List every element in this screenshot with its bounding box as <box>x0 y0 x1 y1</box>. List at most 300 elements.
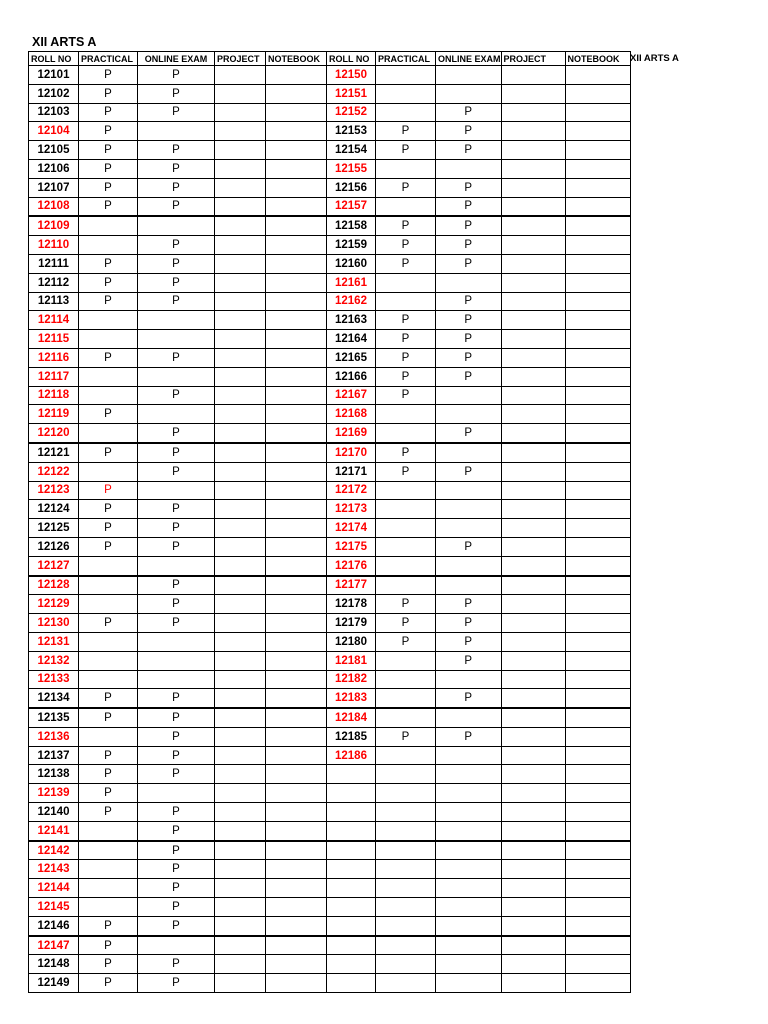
practical-cell[interactable] <box>376 273 436 292</box>
notebook-cell[interactable] <box>565 481 630 500</box>
online-exam-cell[interactable] <box>138 122 215 141</box>
project-cell[interactable] <box>501 367 565 386</box>
practical-cell[interactable] <box>79 670 138 689</box>
online-exam-cell[interactable] <box>436 916 502 935</box>
practical-cell[interactable] <box>79 898 138 917</box>
roll-no-cell[interactable]: 12166 <box>327 367 376 386</box>
practical-cell[interactable] <box>376 974 436 993</box>
roll-no-cell[interactable]: 12143 <box>29 860 79 879</box>
online-exam-cell[interactable] <box>436 841 502 860</box>
project-cell[interactable] <box>215 936 266 955</box>
roll-no-cell[interactable]: 12135 <box>29 708 79 727</box>
project-cell[interactable] <box>215 292 266 311</box>
practical-cell[interactable]: P <box>79 254 138 273</box>
project-cell[interactable] <box>215 821 266 840</box>
online-exam-cell[interactable]: P <box>138 821 215 840</box>
notebook-cell[interactable] <box>266 367 327 386</box>
roll-no-cell[interactable]: 12178 <box>327 595 376 614</box>
project-cell[interactable] <box>215 330 266 349</box>
practical-cell[interactable] <box>376 936 436 955</box>
notebook-cell[interactable] <box>266 708 327 727</box>
online-exam-cell[interactable]: P <box>138 974 215 993</box>
project-cell[interactable] <box>215 122 266 141</box>
practical-cell[interactable]: P <box>376 330 436 349</box>
notebook-cell[interactable] <box>565 254 630 273</box>
notebook-cell[interactable] <box>266 66 327 85</box>
practical-cell[interactable] <box>79 595 138 614</box>
roll-no-cell[interactable]: 12134 <box>29 689 79 708</box>
online-exam-cell[interactable]: P <box>436 632 502 651</box>
online-exam-cell[interactable]: P <box>138 519 215 538</box>
online-exam-cell[interactable] <box>138 367 215 386</box>
online-exam-cell[interactable] <box>436 879 502 898</box>
project-cell[interactable] <box>215 576 266 595</box>
project-cell[interactable] <box>501 141 565 160</box>
notebook-cell[interactable] <box>266 178 327 197</box>
roll-no-cell[interactable]: 12122 <box>29 462 79 481</box>
online-exam-cell[interactable] <box>436 860 502 879</box>
practical-cell[interactable] <box>376 955 436 974</box>
practical-cell[interactable] <box>376 651 436 670</box>
notebook-cell[interactable] <box>266 765 327 784</box>
project-cell[interactable] <box>215 159 266 178</box>
project-cell[interactable] <box>501 348 565 367</box>
online-exam-cell[interactable] <box>436 803 502 822</box>
notebook-cell[interactable] <box>565 821 630 840</box>
project-cell[interactable] <box>501 443 565 462</box>
roll-no-cell[interactable]: 12169 <box>327 424 376 443</box>
practical-cell[interactable] <box>376 765 436 784</box>
project-cell[interactable] <box>215 651 266 670</box>
project-cell[interactable] <box>215 216 266 235</box>
notebook-cell[interactable] <box>266 803 327 822</box>
notebook-cell[interactable] <box>565 66 630 85</box>
notebook-cell[interactable] <box>565 178 630 197</box>
notebook-cell[interactable] <box>266 462 327 481</box>
notebook-cell[interactable] <box>266 348 327 367</box>
online-exam-cell[interactable]: P <box>138 462 215 481</box>
online-exam-cell[interactable]: P <box>436 689 502 708</box>
notebook-cell[interactable] <box>266 651 327 670</box>
notebook-cell[interactable] <box>266 122 327 141</box>
notebook-cell[interactable] <box>266 273 327 292</box>
roll-no-cell[interactable]: 12154 <box>327 141 376 160</box>
roll-no-cell[interactable]: 12176 <box>327 556 376 575</box>
notebook-cell[interactable] <box>565 197 630 216</box>
practical-cell[interactable] <box>79 216 138 235</box>
online-exam-cell[interactable]: P <box>436 537 502 556</box>
project-cell[interactable] <box>501 519 565 538</box>
online-exam-cell[interactable]: P <box>436 141 502 160</box>
practical-cell[interactable]: P <box>79 405 138 424</box>
practical-cell[interactable]: P <box>79 784 138 803</box>
practical-cell[interactable]: P <box>376 727 436 746</box>
roll-no-cell[interactable]: 12110 <box>29 236 79 255</box>
notebook-cell[interactable] <box>565 916 630 935</box>
roll-no-cell[interactable] <box>327 784 376 803</box>
project-cell[interactable] <box>215 254 266 273</box>
online-exam-cell[interactable] <box>138 936 215 955</box>
project-cell[interactable] <box>501 821 565 840</box>
notebook-cell[interactable] <box>266 292 327 311</box>
practical-cell[interactable] <box>79 632 138 651</box>
project-cell[interactable] <box>501 311 565 330</box>
roll-no-cell[interactable]: 12144 <box>29 879 79 898</box>
notebook-cell[interactable] <box>266 595 327 614</box>
online-exam-cell[interactable] <box>138 405 215 424</box>
practical-cell[interactable]: P <box>376 216 436 235</box>
practical-cell[interactable]: P <box>79 197 138 216</box>
practical-cell[interactable]: P <box>79 689 138 708</box>
col-header[interactable]: ROLL NO <box>327 52 376 66</box>
project-cell[interactable] <box>215 141 266 160</box>
notebook-cell[interactable] <box>266 84 327 103</box>
notebook-cell[interactable] <box>266 841 327 860</box>
practical-cell[interactable]: P <box>79 348 138 367</box>
project-cell[interactable] <box>501 955 565 974</box>
notebook-cell[interactable] <box>266 537 327 556</box>
practical-cell[interactable] <box>376 860 436 879</box>
online-exam-cell[interactable]: P <box>138 614 215 633</box>
project-cell[interactable] <box>501 879 565 898</box>
online-exam-cell[interactable]: P <box>138 141 215 160</box>
roll-no-cell[interactable]: 12146 <box>29 916 79 935</box>
practical-cell[interactable] <box>79 330 138 349</box>
col-header[interactable]: ROLL NO <box>29 52 79 66</box>
online-exam-cell[interactable]: P <box>138 159 215 178</box>
practical-cell[interactable] <box>376 879 436 898</box>
roll-no-cell[interactable] <box>327 916 376 935</box>
practical-cell[interactable] <box>376 537 436 556</box>
practical-cell[interactable] <box>376 916 436 935</box>
project-cell[interactable] <box>215 236 266 255</box>
notebook-cell[interactable] <box>266 141 327 160</box>
roll-no-cell[interactable]: 12165 <box>327 348 376 367</box>
project-cell[interactable] <box>215 462 266 481</box>
project-cell[interactable] <box>501 159 565 178</box>
online-exam-cell[interactable]: P <box>138 841 215 860</box>
practical-cell[interactable]: P <box>376 443 436 462</box>
online-exam-cell[interactable]: P <box>138 178 215 197</box>
online-exam-cell[interactable] <box>138 330 215 349</box>
notebook-cell[interactable] <box>266 898 327 917</box>
roll-no-cell[interactable]: 12112 <box>29 273 79 292</box>
project-cell[interactable] <box>501 689 565 708</box>
online-exam-cell[interactable] <box>436 670 502 689</box>
practical-cell[interactable] <box>376 689 436 708</box>
notebook-cell[interactable] <box>266 197 327 216</box>
notebook-cell[interactable] <box>266 330 327 349</box>
practical-cell[interactable]: P <box>79 141 138 160</box>
online-exam-cell[interactable]: P <box>436 462 502 481</box>
practical-cell[interactable]: P <box>79 159 138 178</box>
online-exam-cell[interactable]: P <box>138 292 215 311</box>
roll-no-cell[interactable]: 12181 <box>327 651 376 670</box>
notebook-cell[interactable] <box>266 879 327 898</box>
practical-cell[interactable] <box>79 424 138 443</box>
practical-cell[interactable]: P <box>79 481 138 500</box>
notebook-cell[interactable] <box>266 216 327 235</box>
project-cell[interactable] <box>215 595 266 614</box>
practical-cell[interactable] <box>79 727 138 746</box>
roll-no-cell[interactable]: 12163 <box>327 311 376 330</box>
online-exam-cell[interactable] <box>138 556 215 575</box>
online-exam-cell[interactable]: P <box>138 746 215 765</box>
project-cell[interactable] <box>501 784 565 803</box>
notebook-cell[interactable] <box>565 784 630 803</box>
notebook-cell[interactable] <box>565 159 630 178</box>
notebook-cell[interactable] <box>565 614 630 633</box>
online-exam-cell[interactable] <box>436 443 502 462</box>
roll-no-cell[interactable]: 12117 <box>29 367 79 386</box>
project-cell[interactable] <box>215 556 266 575</box>
roll-no-cell[interactable] <box>327 879 376 898</box>
roll-no-cell[interactable]: 12156 <box>327 178 376 197</box>
practical-cell[interactable]: P <box>79 765 138 784</box>
online-exam-cell[interactable] <box>436 519 502 538</box>
online-exam-cell[interactable] <box>436 481 502 500</box>
notebook-cell[interactable] <box>266 311 327 330</box>
project-cell[interactable] <box>215 197 266 216</box>
online-exam-cell[interactable]: P <box>138 84 215 103</box>
notebook-cell[interactable] <box>266 614 327 633</box>
project-cell[interactable] <box>501 405 565 424</box>
online-exam-cell[interactable]: P <box>436 178 502 197</box>
project-cell[interactable] <box>501 424 565 443</box>
project-cell[interactable] <box>215 879 266 898</box>
roll-no-cell[interactable]: 12177 <box>327 576 376 595</box>
practical-cell[interactable]: P <box>79 537 138 556</box>
project-cell[interactable] <box>215 84 266 103</box>
project-cell[interactable] <box>501 216 565 235</box>
practical-cell[interactable] <box>376 159 436 178</box>
online-exam-cell[interactable]: P <box>436 292 502 311</box>
notebook-cell[interactable] <box>565 122 630 141</box>
roll-no-cell[interactable]: 12116 <box>29 348 79 367</box>
col-header[interactable]: NOTEBOOK <box>565 52 630 66</box>
roll-no-cell[interactable]: 12128 <box>29 576 79 595</box>
online-exam-cell[interactable]: P <box>138 898 215 917</box>
online-exam-cell[interactable]: P <box>138 708 215 727</box>
notebook-cell[interactable] <box>565 424 630 443</box>
roll-no-cell[interactable]: 12124 <box>29 500 79 519</box>
practical-cell[interactable] <box>79 576 138 595</box>
practical-cell[interactable]: P <box>376 311 436 330</box>
project-cell[interactable] <box>215 841 266 860</box>
practical-cell[interactable] <box>79 879 138 898</box>
roll-no-cell[interactable]: 12161 <box>327 273 376 292</box>
practical-cell[interactable]: P <box>376 614 436 633</box>
practical-cell[interactable] <box>376 784 436 803</box>
roll-no-cell[interactable]: 12102 <box>29 84 79 103</box>
online-exam-cell[interactable]: P <box>436 216 502 235</box>
notebook-cell[interactable] <box>565 556 630 575</box>
project-cell[interactable] <box>215 405 266 424</box>
online-exam-cell[interactable]: P <box>436 254 502 273</box>
roll-no-cell[interactable]: 12127 <box>29 556 79 575</box>
online-exam-cell[interactable]: P <box>138 254 215 273</box>
practical-cell[interactable] <box>376 197 436 216</box>
practical-cell[interactable]: P <box>376 254 436 273</box>
project-cell[interactable] <box>501 197 565 216</box>
online-exam-cell[interactable]: P <box>138 236 215 255</box>
practical-cell[interactable]: P <box>79 803 138 822</box>
online-exam-cell[interactable] <box>436 500 502 519</box>
roll-no-cell[interactable]: 12107 <box>29 178 79 197</box>
roll-no-cell[interactable]: 12136 <box>29 727 79 746</box>
roll-no-cell[interactable]: 12164 <box>327 330 376 349</box>
practical-cell[interactable]: P <box>376 122 436 141</box>
notebook-cell[interactable] <box>565 273 630 292</box>
roll-no-cell[interactable] <box>327 841 376 860</box>
online-exam-cell[interactable] <box>436 821 502 840</box>
practical-cell[interactable] <box>376 66 436 85</box>
practical-cell[interactable] <box>79 386 138 405</box>
notebook-cell[interactable] <box>266 519 327 538</box>
practical-cell[interactable]: P <box>376 236 436 255</box>
project-cell[interactable] <box>215 103 266 122</box>
practical-cell[interactable]: P <box>79 122 138 141</box>
notebook-cell[interactable] <box>565 519 630 538</box>
notebook-cell[interactable] <box>565 746 630 765</box>
roll-no-cell[interactable]: 12104 <box>29 122 79 141</box>
project-cell[interactable] <box>215 519 266 538</box>
roll-no-cell[interactable]: 12149 <box>29 974 79 993</box>
project-cell[interactable] <box>501 462 565 481</box>
roll-no-cell[interactable]: 12159 <box>327 236 376 255</box>
online-exam-cell[interactable] <box>436 386 502 405</box>
notebook-cell[interactable] <box>266 821 327 840</box>
notebook-cell[interactable] <box>565 708 630 727</box>
notebook-cell[interactable] <box>266 727 327 746</box>
roll-no-cell[interactable]: 12103 <box>29 103 79 122</box>
practical-cell[interactable] <box>376 424 436 443</box>
practical-cell[interactable]: P <box>79 708 138 727</box>
roll-no-cell[interactable] <box>327 898 376 917</box>
online-exam-cell[interactable] <box>436 405 502 424</box>
practical-cell[interactable] <box>376 519 436 538</box>
roll-no-cell[interactable]: 12185 <box>327 727 376 746</box>
notebook-cell[interactable] <box>565 311 630 330</box>
col-header[interactable]: PRACTICAL <box>79 52 138 66</box>
notebook-cell[interactable] <box>565 936 630 955</box>
notebook-cell[interactable] <box>565 595 630 614</box>
notebook-cell[interactable] <box>565 103 630 122</box>
project-cell[interactable] <box>501 651 565 670</box>
notebook-cell[interactable] <box>266 159 327 178</box>
online-exam-cell[interactable]: P <box>138 537 215 556</box>
project-cell[interactable] <box>501 178 565 197</box>
notebook-cell[interactable] <box>266 860 327 879</box>
roll-no-cell[interactable]: 12162 <box>327 292 376 311</box>
col-header[interactable]: PRACTICAL <box>376 52 436 66</box>
practical-cell[interactable]: P <box>79 936 138 955</box>
project-cell[interactable] <box>501 122 565 141</box>
online-exam-cell[interactable]: P <box>436 424 502 443</box>
practical-cell[interactable]: P <box>376 632 436 651</box>
roll-no-cell[interactable]: 12186 <box>327 746 376 765</box>
practical-cell[interactable] <box>376 84 436 103</box>
online-exam-cell[interactable] <box>436 784 502 803</box>
practical-cell[interactable]: P <box>79 66 138 85</box>
roll-no-cell[interactable]: 12179 <box>327 614 376 633</box>
project-cell[interactable] <box>215 348 266 367</box>
project-cell[interactable] <box>215 66 266 85</box>
online-exam-cell[interactable] <box>138 784 215 803</box>
notebook-cell[interactable] <box>565 84 630 103</box>
project-cell[interactable] <box>215 311 266 330</box>
roll-no-cell[interactable]: 12125 <box>29 519 79 538</box>
online-exam-cell[interactable]: P <box>436 727 502 746</box>
notebook-cell[interactable] <box>565 803 630 822</box>
roll-no-cell[interactable]: 12111 <box>29 254 79 273</box>
online-exam-cell[interactable]: P <box>436 122 502 141</box>
online-exam-cell[interactable]: P <box>436 614 502 633</box>
roll-no-cell[interactable]: 12180 <box>327 632 376 651</box>
project-cell[interactable] <box>215 424 266 443</box>
project-cell[interactable] <box>501 974 565 993</box>
notebook-cell[interactable] <box>565 348 630 367</box>
online-exam-cell[interactable]: P <box>436 651 502 670</box>
practical-cell[interactable]: P <box>376 348 436 367</box>
notebook-cell[interactable] <box>565 689 630 708</box>
notebook-cell[interactable] <box>565 860 630 879</box>
project-cell[interactable] <box>501 254 565 273</box>
roll-no-cell[interactable]: 12121 <box>29 443 79 462</box>
roll-no-cell[interactable]: 12184 <box>327 708 376 727</box>
practical-cell[interactable]: P <box>79 916 138 935</box>
roll-no-cell[interactable]: 12167 <box>327 386 376 405</box>
practical-cell[interactable] <box>376 292 436 311</box>
project-cell[interactable] <box>501 330 565 349</box>
online-exam-cell[interactable]: P <box>138 103 215 122</box>
roll-no-cell[interactable]: 12113 <box>29 292 79 311</box>
online-exam-cell[interactable]: P <box>138 803 215 822</box>
project-cell[interactable] <box>501 292 565 311</box>
roll-no-cell[interactable] <box>327 955 376 974</box>
roll-no-cell[interactable]: 12118 <box>29 386 79 405</box>
notebook-cell[interactable] <box>266 936 327 955</box>
project-cell[interactable] <box>501 576 565 595</box>
notebook-cell[interactable] <box>565 462 630 481</box>
project-cell[interactable] <box>501 860 565 879</box>
notebook-cell[interactable] <box>565 141 630 160</box>
online-exam-cell[interactable] <box>436 159 502 178</box>
roll-no-cell[interactable]: 12150 <box>327 66 376 85</box>
roll-no-cell[interactable]: 12155 <box>327 159 376 178</box>
project-cell[interactable] <box>501 936 565 955</box>
online-exam-cell[interactable]: P <box>138 879 215 898</box>
online-exam-cell[interactable]: P <box>138 386 215 405</box>
project-cell[interactable] <box>215 632 266 651</box>
online-exam-cell[interactable]: P <box>436 348 502 367</box>
notebook-cell[interactable] <box>565 537 630 556</box>
notebook-cell[interactable] <box>266 556 327 575</box>
notebook-cell[interactable] <box>266 746 327 765</box>
notebook-cell[interactable] <box>266 576 327 595</box>
project-cell[interactable] <box>215 955 266 974</box>
online-exam-cell[interactable] <box>436 974 502 993</box>
roll-no-cell[interactable]: 12115 <box>29 330 79 349</box>
roll-no-cell[interactable]: 12137 <box>29 746 79 765</box>
project-cell[interactable] <box>215 443 266 462</box>
online-exam-cell[interactable]: P <box>436 367 502 386</box>
practical-cell[interactable] <box>79 860 138 879</box>
notebook-cell[interactable] <box>266 103 327 122</box>
notebook-cell[interactable] <box>266 632 327 651</box>
roll-no-cell[interactable]: 12171 <box>327 462 376 481</box>
online-exam-cell[interactable] <box>436 955 502 974</box>
